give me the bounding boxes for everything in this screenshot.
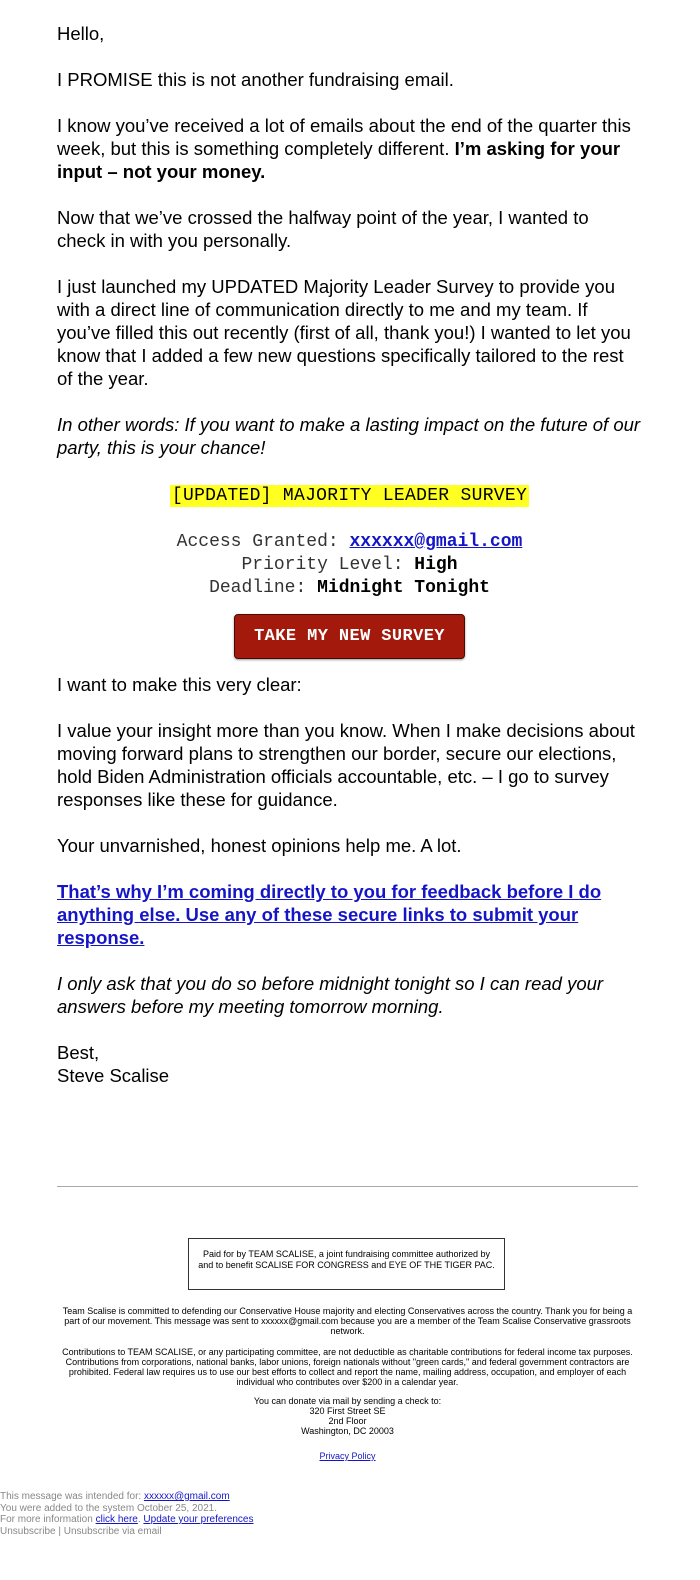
intended-row	[0, 1491, 253, 1503]
mail-intro: You can donate via mail by sending a check to:	[253, 1396, 442, 1406]
survey-title-wrap	[57, 482, 642, 508]
take-survey-button[interactable]: TAKE MY NEW SURVEY	[234, 614, 465, 659]
paragraph-opinions: Your unvarnished, honest opinions help me. A lot.	[57, 835, 462, 856]
paragraph-survey-launch: I just launched my UPDATED Majority Leader Survey to provide you with a direct line of communication directly to me and my team. If you’ve filled this out recently (first of all, thank you!) I wanted to let you know that I added a few new questions specifically tailored to the rest of the year.	[57, 276, 631, 389]
paid-for-box: Paid for by TEAM SCALISE, a joint fundraising committee authorized by and to benefit SCALISE FOR CONGRESS and EYE OF THE TIGER PAC.	[188, 1238, 505, 1290]
signature-block	[57, 1041, 642, 1087]
deadline-label: Deadline:	[209, 578, 318, 598]
survey-button-wrap	[57, 614, 642, 659]
commitment-paragraph: Team Scalise is committed to defending our Conservative House majority and electing Conservatives across the country. Thank you for being a part of our movement. This message was sent to xxxxxx@gmail.com because you are a member of the Team Scalise Conservative grassroots network.	[62, 1306, 633, 1336]
privacy-block	[57, 1451, 638, 1461]
paragraph-link-wrap	[57, 880, 642, 949]
priority-row	[57, 554, 642, 577]
more-info-row	[0, 1514, 253, 1526]
paragraph-promise: I PROMISE this is not another fundraising email.	[57, 69, 454, 90]
access-email-link[interactable]: xxxxxx@gmail.com	[349, 532, 523, 552]
paragraph-midnight: I only ask that you do so before midnight tonight so I can read your answers before my meeting tomorrow morning.	[57, 973, 604, 1017]
paragraph-quarter-bold: I’m asking for your input – not your money.	[57, 138, 621, 182]
feedback-link[interactable]: That’s why I’m coming directly to you for feedback before I do anything else. Use any of these secure links to submit your response.	[57, 881, 602, 948]
unsubscribe-link[interactable]: Unsubscribe	[0, 1525, 56, 1537]
paragraph-impact: In other words: If you want to make a lasting impact on the future of our party, this is your chance!	[57, 414, 641, 458]
access-row	[57, 531, 642, 554]
more-info-sep: .	[137, 1514, 144, 1525]
paragraph-clear: I want to make this very clear:	[57, 674, 302, 695]
paragraph-insight: I value your insight more than you know. When I make decisions about moving forward plans to strengthen our border, secure our elections, hold Biden Administration officials accountable, etc. – I go to survey responses like these for guidance.	[57, 720, 635, 810]
signature-name: Steve Scalise	[57, 1065, 170, 1086]
closing: Best,	[57, 1042, 100, 1063]
mail-address-block	[57, 1396, 638, 1436]
address-line-1: 320 First Street SE	[309, 1406, 386, 1416]
unsubscribe-email-link[interactable]: Unsubscribe via email	[63, 1525, 162, 1537]
address-line-3: Washington, DC 20003	[301, 1426, 394, 1436]
paragraph-quarter-text: I know you’ve received a lot of emails about the end of the quarter this week, but this is something completely different.	[57, 115, 631, 159]
access-label: Access Granted:	[176, 532, 350, 552]
added-row: You were added to the system October 25, 2021.	[0, 1502, 217, 1514]
contributions-paragraph: Contributions to TEAM SCALISE, or any participating committee, are not deductible as charitable contributions for federal income tax purposes. Contributions from corporations, national banks, labor unions, foreign nationals without "green cards," and federal government contractors are prohibited. Federal law requires us to use our best efforts to collect and report the name, mailing address, occupation, and employer of each individual who contributes over $200 in a calendar year.	[62, 1347, 633, 1387]
unsubscribe-pipe: |	[55, 1525, 64, 1537]
deadline-row	[57, 577, 642, 600]
paragraph-quarter	[57, 114, 642, 183]
survey-info	[57, 531, 642, 600]
update-preferences-link[interactable]: Update your preferences	[143, 1514, 254, 1525]
footer-divider	[57, 1186, 638, 1187]
intended-email-link[interactable]: xxxxxx@gmail.com	[143, 1491, 230, 1502]
priority-label: Priority Level:	[241, 555, 415, 575]
commitment-text	[57, 1306, 638, 1336]
intended-label: This message was intended for:	[0, 1491, 144, 1502]
survey-title: [UPDATED] MAJORITY LEADER SURVEY	[171, 486, 528, 506]
paragraph-halfway: Now that we’ve crossed the halfway point of the year, I wanted to check in with you personally.	[57, 207, 589, 251]
privacy-policy-link[interactable]: Privacy Policy	[319, 1451, 376, 1461]
priority-value: High	[414, 555, 458, 575]
system-footer	[0, 1491, 253, 1537]
email-body	[57, 22, 642, 1087]
deadline-value: Midnight Tonight	[317, 578, 490, 598]
more-info-label: For more information	[0, 1514, 96, 1525]
contributions-text	[57, 1347, 638, 1387]
address-line-2: 2nd Floor	[328, 1416, 367, 1426]
click-here-link[interactable]: click here	[95, 1514, 138, 1525]
greeting: Hello,	[57, 23, 105, 44]
unsubscribe-row	[0, 1526, 253, 1538]
